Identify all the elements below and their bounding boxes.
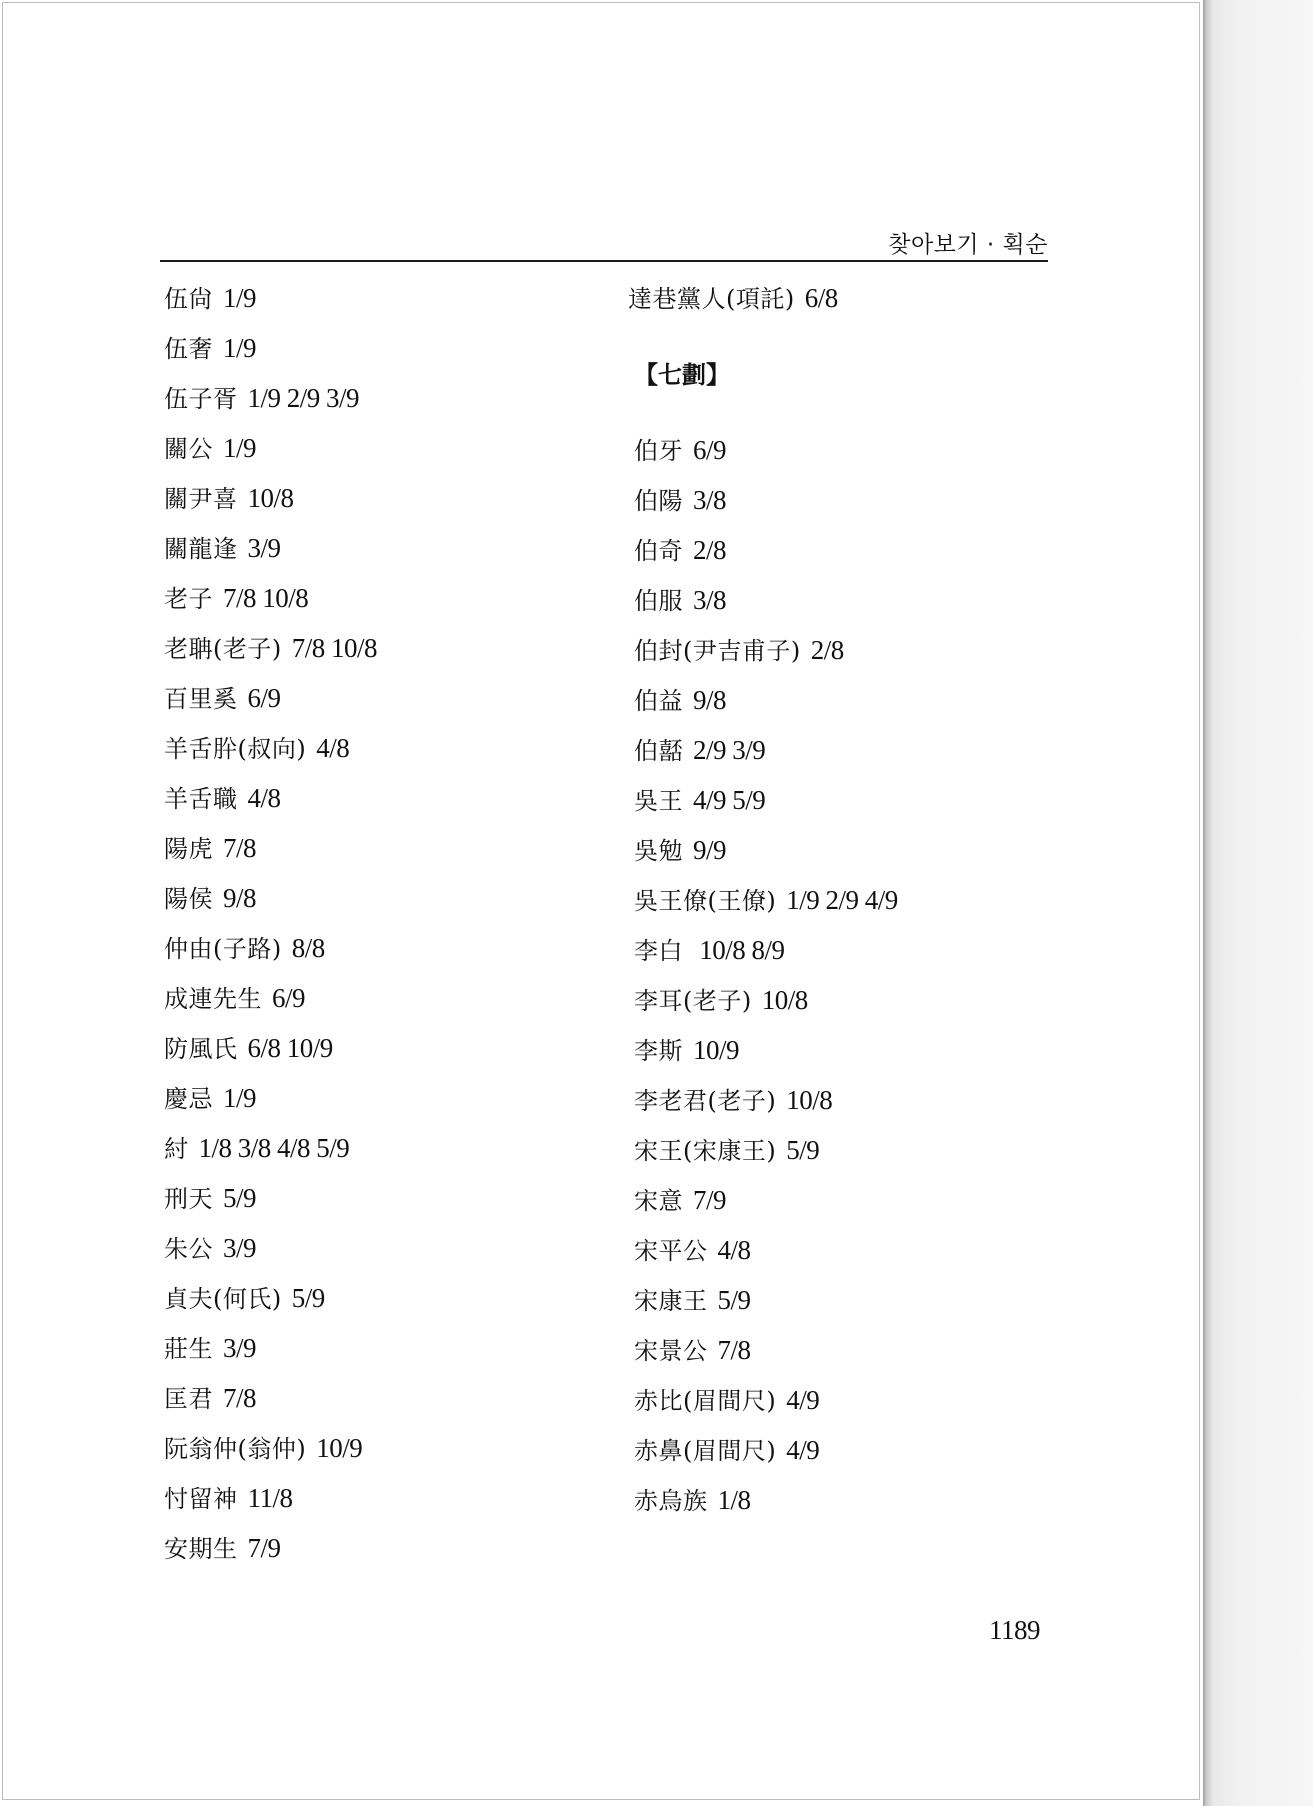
index-entry	[164, 780, 604, 830]
index-entry-refs: 1/9	[223, 433, 257, 463]
index-entry-refs: 1/8	[717, 1485, 751, 1515]
index-entry-refs: 4/8	[717, 1235, 751, 1265]
index-entry-refs: 1/9	[223, 333, 257, 363]
index-entry-term: 匡君	[164, 1385, 213, 1413]
index-entry-refs: 7/8 10/8	[223, 583, 309, 613]
index-entry-term: 百里奚	[164, 685, 238, 713]
index-entry-term: 老子	[164, 585, 213, 613]
index-entry-refs: 10/8	[786, 1085, 833, 1115]
index-entry-term: 赤烏族	[634, 1487, 708, 1515]
index-entry	[628, 632, 1068, 682]
index-entry	[628, 1232, 1068, 1282]
running-head	[160, 222, 1048, 262]
index-entry	[164, 1380, 604, 1430]
page-number: 1189	[989, 1615, 1040, 1645]
index-entry-refs: 10/9	[693, 1035, 740, 1065]
index-entry-refs: 10/8	[761, 985, 808, 1015]
index-entry-refs: 9/8	[223, 883, 257, 913]
index-entry	[628, 1282, 1068, 1332]
index-entry-term: 刑天	[164, 1185, 213, 1213]
index-entry	[628, 1332, 1068, 1382]
index-entry	[164, 580, 604, 630]
index-entry-refs: 9/8	[693, 685, 727, 715]
index-entry-refs: 1/9	[223, 283, 257, 313]
index-entry-refs: 1/9	[223, 1083, 257, 1113]
index-entry-term: 宋王(宋康王)	[634, 1137, 777, 1165]
index-entry-refs: 3/9	[223, 1233, 257, 1263]
index-entry	[628, 682, 1068, 732]
index-entry-refs: 6/8 10/9	[247, 1033, 333, 1063]
index-entry	[164, 380, 604, 430]
index-entry-refs: 6/8	[804, 283, 838, 313]
index-entry-term: 老聃(老子)	[164, 635, 282, 663]
index-entry-term: 阮翁仲(翁仲)	[164, 1435, 307, 1463]
index-entry-term: 伯益	[634, 687, 683, 715]
index-entry-refs: 4/8	[316, 733, 350, 763]
index-entry	[164, 530, 604, 580]
index-entry-refs: 5/9	[717, 1285, 751, 1315]
index-entry	[164, 830, 604, 880]
index-entry-term: 李老君(老子)	[634, 1087, 777, 1115]
index-entry	[164, 1180, 604, 1230]
index-entry-refs: 4/9	[786, 1435, 820, 1465]
index-entry	[164, 1130, 604, 1180]
index-entry-refs: 10/8 8/9	[693, 935, 785, 965]
index-entry-term: 宋平公	[634, 1237, 708, 1265]
index-entry	[164, 930, 604, 980]
index-entry-term: 李耳(老子)	[634, 987, 752, 1015]
index-entry	[164, 330, 604, 380]
index-entry-term: 伯奇	[634, 537, 683, 565]
index-entry-term: 伯牙	[634, 437, 683, 465]
index-entry-refs: 7/8	[223, 1383, 257, 1413]
index-entry-term: 防風氏	[164, 1035, 238, 1063]
index-entry	[628, 432, 1068, 482]
index-entry-refs: 7/8	[223, 833, 257, 863]
index-entry-refs: 3/9	[247, 533, 281, 563]
index-entry	[628, 1382, 1068, 1432]
index-entry-term: 達巷黨人(項託)	[628, 285, 795, 313]
index-entry-term: 赤比(眉間尺)	[634, 1387, 777, 1415]
index-entry	[164, 730, 604, 780]
index-entry	[628, 882, 1068, 932]
index-entry-term: 伯嚭	[634, 737, 683, 765]
index-entry	[164, 1480, 604, 1530]
index-entry	[628, 782, 1068, 832]
index-entry-term: 吳王僚(王僚)	[634, 887, 777, 915]
index-entry	[628, 1132, 1068, 1182]
index-entry-refs: 10/9	[316, 1433, 363, 1463]
index-entry-term: 伯封(尹吉甫子)	[634, 637, 801, 665]
index-entry-refs: 1/8 3/8 4/8 5/9	[198, 1133, 350, 1163]
index-entry-term: 貞夫(何氏)	[164, 1285, 282, 1313]
index-entry	[628, 582, 1068, 632]
index-entry	[164, 1080, 604, 1130]
page-edge-shadow	[1203, 0, 1313, 1806]
index-entry-term: 莊生	[164, 1335, 213, 1363]
index-entry	[164, 480, 604, 530]
index-entry-refs: 3/9	[223, 1333, 257, 1363]
index-entry-term: 陽侯	[164, 885, 213, 913]
index-entry-refs: 2/9 3/9	[693, 735, 766, 765]
index-entry-refs: 7/8	[717, 1335, 751, 1365]
index-entry-refs: 2/8	[693, 535, 727, 565]
index-entry	[628, 832, 1068, 882]
index-entry	[628, 1182, 1068, 1232]
index-entry-term: 宋康王	[634, 1287, 708, 1315]
index-entry-term: 宋意	[634, 1187, 683, 1215]
index-entry-refs: 5/9	[786, 1135, 820, 1165]
index-entry-term: 成連先生	[164, 985, 262, 1013]
index-entry-term: 紂	[164, 1135, 189, 1163]
index-entry-refs: 1/9 2/9 4/9	[786, 885, 898, 915]
index-entry	[628, 532, 1068, 582]
index-entry	[164, 980, 604, 1030]
index-entry-refs: 8/8	[291, 933, 325, 963]
index-entry-refs: 10/8	[247, 483, 294, 513]
index-entry	[164, 630, 604, 680]
index-entry	[628, 1432, 1068, 1482]
index-entry-refs: 6/9	[693, 435, 727, 465]
index-entry-refs: 6/9	[272, 983, 306, 1013]
index-entry-term: 朱公	[164, 1235, 213, 1263]
index-entry-refs: 7/8 10/8	[291, 633, 377, 663]
running-head-title: 찾아보기 · 획순	[888, 232, 1048, 258]
index-entry-term: 伯服	[634, 587, 683, 615]
index-entry-term: 陽虎	[164, 835, 213, 863]
index-entry	[164, 1430, 604, 1480]
index-entry-term: 關公	[164, 435, 213, 463]
index-entry-term: 羊舌職	[164, 785, 238, 813]
index-entry	[628, 1482, 1068, 1532]
index-entry-term: 伍尙	[164, 285, 213, 313]
index-entry-refs: 7/9	[693, 1185, 727, 1215]
index-entry	[628, 280, 1068, 330]
index-entry-refs: 4/9 5/9	[693, 785, 766, 815]
index-entry-refs: 3/8	[693, 585, 727, 615]
index-entry-term: 伍奢	[164, 335, 213, 363]
index-entry-refs: 7/9	[247, 1533, 281, 1563]
index-entry-term: 安期生	[164, 1535, 238, 1563]
index-entry-term: 宋景公	[634, 1337, 708, 1365]
index-entry-refs: 6/9	[247, 683, 281, 713]
index-entry-term: 羊舌肸(叔向)	[164, 735, 307, 763]
index-entry-refs: 9/9	[693, 835, 727, 865]
index-entry	[164, 430, 604, 480]
index-entry-term: 吳勉	[634, 837, 683, 865]
index-entry	[164, 1530, 604, 1580]
index-entry-refs: 4/9	[786, 1385, 820, 1415]
index-entry-term: 關尹喜	[164, 485, 238, 513]
index-entry-refs: 11/8	[247, 1483, 293, 1513]
index-column-left	[164, 280, 604, 1580]
index-entry	[164, 1330, 604, 1380]
index-entry-refs: 5/9	[223, 1183, 257, 1213]
index-entry	[164, 680, 604, 730]
index-entry	[628, 1032, 1068, 1082]
index-entry	[628, 982, 1068, 1032]
index-entry-term: 伍子胥	[164, 385, 238, 413]
index-entry	[628, 1082, 1068, 1132]
index-entry-term: 李斯	[634, 1037, 683, 1065]
index-entry	[628, 482, 1068, 532]
index-entry	[628, 932, 1068, 982]
index-entry-term: 關龍逢	[164, 535, 238, 563]
section-heading-seven-strokes: 【七劃】	[634, 361, 730, 389]
index-entry-term: 慶忌	[164, 1085, 213, 1113]
index-entry-term: 伯陽	[634, 487, 683, 515]
index-entry-term: 忖留神	[164, 1485, 238, 1513]
index-entry	[164, 280, 604, 330]
index-entry	[164, 1280, 604, 1330]
index-entry-refs: 3/8	[693, 485, 727, 515]
index-entry	[164, 880, 604, 930]
index-entry	[628, 732, 1068, 782]
index-entry-term: 仲由(子路)	[164, 935, 282, 963]
index-entry-term: 李白	[634, 937, 683, 965]
index-entry	[164, 1030, 604, 1080]
index-entry-term: 吳王	[634, 787, 683, 815]
index-entry-term: 赤鼻(眉間尺)	[634, 1437, 777, 1465]
index-entry-refs: 4/8	[247, 783, 281, 813]
index-entry-refs: 1/9 2/9 3/9	[247, 383, 360, 413]
index-entry-refs: 2/8	[810, 635, 844, 665]
index-entry	[164, 1230, 604, 1280]
index-entry-refs: 5/9	[291, 1283, 325, 1313]
index-column-right	[628, 280, 1068, 1532]
